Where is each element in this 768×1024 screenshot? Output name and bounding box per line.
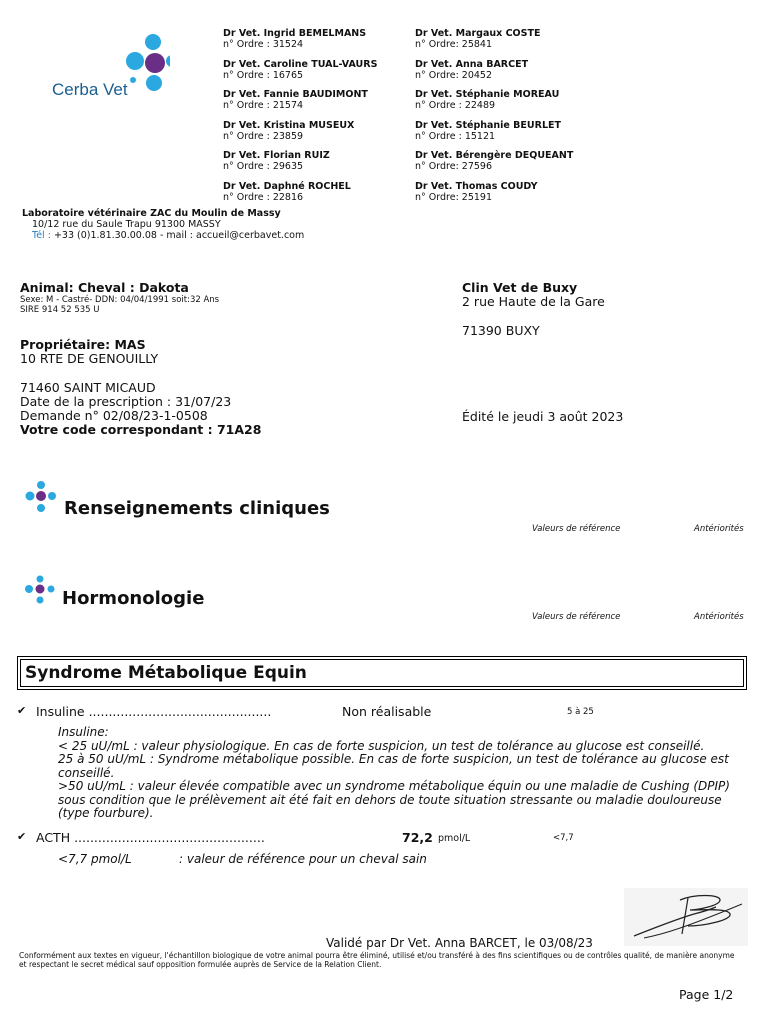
acth-note [58, 853, 748, 867]
animal-block [20, 281, 219, 315]
test-reference: <7,7 [553, 833, 574, 843]
vet-order-number: n° Ordre: 25841 [415, 39, 493, 50]
laboratory-contact-text: +33 (0)1.81.30.00.08 - mail : accueil@cerbavet.com [53, 230, 305, 241]
vet-order-number: n° Ordre : 22816 [223, 191, 304, 203]
section-dots-icon [22, 478, 62, 518]
vet-entry [223, 150, 330, 172]
vet-entry [223, 89, 368, 111]
vet-order-number: n° Ordre: 20452 [415, 69, 493, 81]
test-row-insuline [17, 704, 747, 722]
vet-name: Dr Vet. Daphné ROCHEL [223, 180, 351, 192]
note-line: < 25 uU/mL : valeur physiologique. En cas de forte suspicion, un test de tolérance au glucose est conseillé. [58, 738, 705, 753]
vet-entry [415, 89, 559, 111]
correspondent-code: Votre code correspondant : 71A28 [20, 422, 262, 437]
vet-entry [415, 28, 540, 50]
section-hormonologie [22, 574, 752, 630]
vet-order-number: n° Ordre : 16765 [223, 69, 304, 81]
vet-entry [415, 120, 561, 142]
vet-name: Dr Vet. Kristina MUSEUX [223, 119, 355, 131]
edited-date: Édité le jeudi 3 août 2023 [462, 409, 624, 424]
check-icon: ✔ [17, 704, 27, 717]
validation-line: Validé par Dr Vet. Anna BARCET, le 03/08/23 [326, 936, 593, 950]
vet-name: Dr Vet. Fannie BAUDIMONT [223, 89, 368, 100]
legal-notice: Conformément aux textes en vigueur, l'échantillon biologique de votre animal pourra être éliminé, utilisé et/ou transféré à des fins scientifiques ou de contrôles qualité, de manière anonyme et respectant le secret médical sauf opposition formulée auprès de Service de la Relation Client. [19, 951, 735, 969]
laboratory-name: Laboratoire vétérinaire ZAC du Moulin de Massy [22, 208, 281, 219]
vet-order-number: n° Ordre : 21574 [223, 100, 304, 111]
clinic-name: Clin Vet de Buxy [462, 280, 578, 295]
laboratory-contact [22, 230, 304, 241]
test-row-acth [17, 830, 747, 848]
section-title: Hormonologie [62, 588, 205, 609]
panel-title-box [17, 656, 747, 690]
vet-order-number: n° Ordre : 15121 [415, 130, 496, 142]
reference-values-header: Valeurs de référence [532, 612, 621, 622]
request-number: Demande n° 02/08/23-1-0508 [20, 408, 208, 423]
test-value: 72,2 [402, 830, 433, 845]
vet-order-number: n° Ordre : 29635 [223, 161, 304, 172]
note-line: >50 uU/mL : valeur élevée compatible avec un syndrome métabolique équin ou une maladie de Cushing (DPIP) sous condition que le prélèvement ait été fait en dehors de toute situation stressante ou maladie douloureuse (type fourbure). [58, 779, 730, 820]
acth-note-text: : valeur de référence pour un cheval sain [179, 852, 427, 866]
vet-entry [223, 28, 366, 50]
clinic-address2: 71390 BUXY [462, 323, 540, 338]
vet-name: Dr Vet. Ingrid BEMELMANS [223, 28, 367, 39]
section-renseignements [22, 478, 752, 538]
prescription-date: Date de la prescription : 31/07/23 [20, 394, 232, 409]
check-icon: ✔ [17, 830, 27, 843]
vet-name: Dr Vet. Stéphanie MOREAU [415, 89, 560, 100]
animal-title: Animal: Cheval : Dakota [20, 280, 189, 295]
vet-name: Dr Vet. Florian RUIZ [223, 150, 330, 161]
owner-address1: 10 RTE DE GENOUILLY [20, 351, 159, 366]
vet-name: Dr Vet. Thomas COUDY [415, 180, 538, 192]
section-title: Renseignements cliniques [64, 498, 330, 519]
vet-order-number: n° Ordre : 22489 [415, 100, 496, 111]
previous-results-header: Antériorités [694, 524, 744, 534]
vet-name: Dr Vet. Caroline TUAL-VAURS [223, 58, 378, 70]
laboratory-tel-label: Tél : [32, 230, 51, 241]
signature-scribble-icon [624, 888, 748, 946]
section-dots-icon [22, 574, 62, 608]
vet-name: Dr Vet. Stéphanie BEURLET [415, 119, 561, 131]
laboratory-block [22, 208, 304, 241]
test-unit: pmol/L [438, 833, 471, 844]
test-label: ACTH ................................................ [36, 830, 265, 845]
test-reference: 5 à 25 [567, 707, 594, 717]
insuline-notes [58, 726, 748, 821]
owner-block [20, 338, 261, 437]
note-line: Insuline: [58, 725, 109, 739]
clinic-block [462, 281, 605, 338]
reference-values-header: Valeurs de référence [532, 524, 621, 534]
vet-order-number: n° Ordre : 23859 [223, 130, 304, 142]
vet-entry [415, 181, 538, 203]
vet-entry [223, 59, 377, 81]
vet-entry [415, 59, 528, 81]
vet-order-number: n° Ordre: 25191 [415, 191, 493, 203]
owner-title: Propriétaire: MAS [20, 337, 146, 352]
acth-note-value: <7,7 pmol/L [58, 852, 132, 866]
vet-entry [223, 120, 354, 142]
clinic-address1: 2 rue Haute de la Gare [462, 294, 605, 309]
vet-order-number: n° Ordre: 27596 [415, 161, 493, 172]
note-line: 25 à 50 uU/mL : Syndrome métabolique possible. En cas de forte suspicion, un test de tolérance au glucose est conseillé. [58, 752, 729, 780]
signature-image [624, 888, 748, 946]
vet-name: Dr Vet. Anna BARCET [415, 58, 529, 70]
previous-results-header: Antériorités [694, 612, 744, 622]
laboratory-address: 10/12 rue du Saule Trapu 91300 MASSY [32, 219, 221, 230]
test-label: Insuline .............................................. [36, 704, 272, 719]
cerba-vet-logo [50, 28, 170, 108]
logo-brand-text: Cerba Vet [52, 80, 128, 99]
test-result: Non réalisable [342, 704, 432, 719]
panel-title: Syndrome Métabolique Equin [25, 663, 307, 683]
animal-sire: SIRE 914 52 535 U [20, 305, 100, 315]
vet-order-number: n° Ordre : 31524 [223, 39, 304, 50]
page-number: Page 1/2 [679, 987, 734, 1002]
animal-details: Sexe: M - Castré- DDN: 04/04/1991 soit:32 Ans [20, 295, 220, 305]
vet-entry [223, 181, 351, 203]
owner-address2: 71460 SAINT MICAUD [20, 380, 156, 395]
vet-name: Dr Vet. Bérengère DEQUEANT [415, 150, 574, 161]
vet-entry [415, 150, 573, 172]
vet-name: Dr Vet. Margaux COSTE [415, 28, 541, 39]
